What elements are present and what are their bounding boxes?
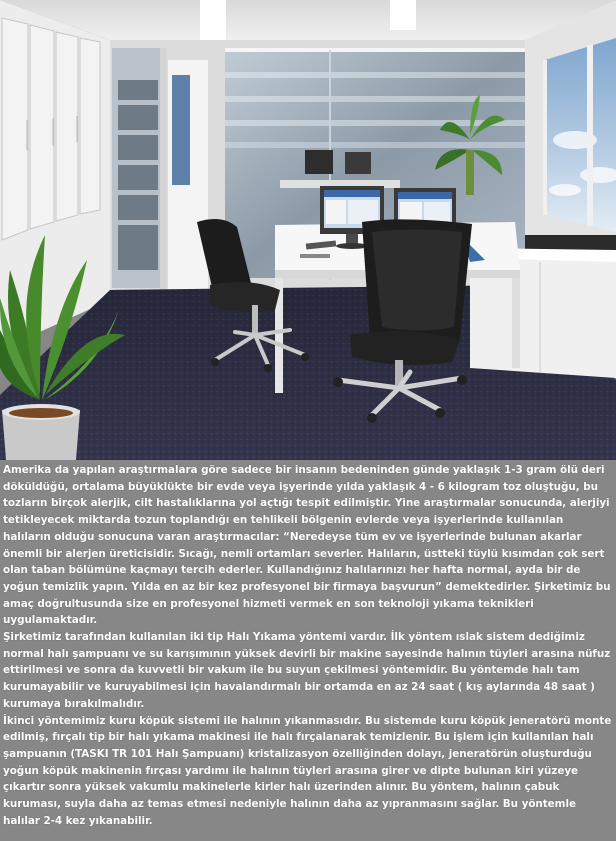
article-text xyxy=(0,460,616,841)
plant-pot xyxy=(2,404,80,460)
paragraph-intro: Amerika da yapılan araştırmalara göre sadece bir insanın bedeninden günde yaklaşık 1-3 gram ölü deri döküldüğü, ortalama büyüklükte bir evde veya işyerinde yılda yaklaşık 4 - 6 kilogram toz oluştuğu, bu tozların birçok alerjik, cilt hastalıklarına yol açtığı tespit edilmiştir. Yine araştırmalar sonucunda, alerjiyi tetikleyecek miktarda tozun toplandığı en tehlikeli bölgenin evlerde veya işyerlerinde kullanılan halıların olduğu sonucuna varan araştırmacılar: “Neredeyse tüm ev ve işyerlerinde bulunan akarlar önemli bir alerjen üreticisidir. Sıcağı, nemli ortamları severler. Halıların, üstteki tüylü kısımdan çok sert olan taban bölümüne kaçmayı tercih ederler. Kullandığınız halılarınızı her hafta normal, ayda bir de yoğun temizlik yapın. Yılda en az bir kez profesyonel bir firmaya başvurun” demektedirler. Şirketimiz bu amaç doğrultusunda size en profesyonel hizmeti vermek en son teknoloji yıkama teknikleri uygulamaktadır. xyxy=(3,464,611,627)
paragraph-wet-method: Şirketimiz tarafından kullanılan iki tip Halı Yıkama yöntemi vardır. İlk yöntem ıslak sistem dediğimiz normal halı şampuanı ve su karışımının yüksek devirli bir makine sayesinde halının tüyleri arasına nüfuz ettirilmesi ve sonra da kuvvetli bir vakum ile bu suyun çekilmesi yöntemidir. Bu yöntemde halı tam kurumayabilir ve kuruyabilmesi için havalandırmalı bir ortamda en az 24 saat ( kış aylarında 48 saat ) kurumaya bırakılmalıdır. xyxy=(3,631,611,710)
paragraph-dry-foam-method: İkinci yöntemimiz kuru köpük sistemi ile halının yıkanmasıdır. Bu sistemde kuru köpük jeneratörü monte edilmiş, fırçalı tip bir halı yıkama makinesi ile halı fırçalanarak temizlenir. Bu işlem için kullanılan halı şampuanın (TASKI TR 101 Halı Şampuanı) kristalizasyon özelliğinden dolayı, jeneratörün oluşturduğu yoğun köpük makinenin fırçası yardımı ile halının tüyleri arasına girer ve dipte bulunan kiri yüzeye çıkartır sonra yüksek vakumlu makinelerle kirler halı üzerinden alınır. Bu yöntem, halının çabuk kuruması, suyla daha az temas etmesi nedeniyle halının daha az yıpranmasını sağlar. Bu yöntemle halılar 2-4 kez yıkanabilir. xyxy=(3,714,612,827)
